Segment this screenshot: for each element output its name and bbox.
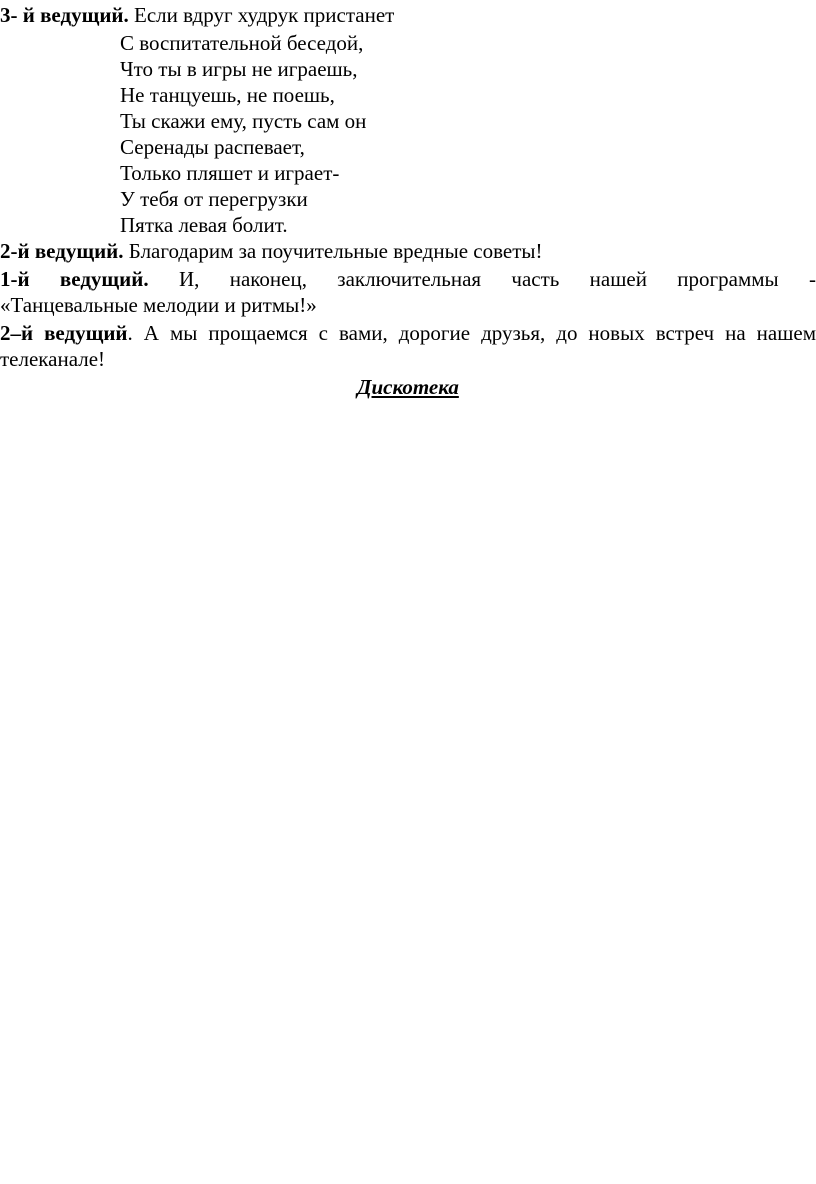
host1-line-continued: «Танцевальные мелодии и ритмы!» <box>0 293 317 317</box>
host2-thanks-text: Благодарим за поучительные вредные советы! <box>123 239 543 263</box>
verse-line: Пятка левая болит. <box>120 213 288 237</box>
verse-line: Что ты в игры не играешь, <box>120 57 358 81</box>
host3-intro-line <box>0 2 394 28</box>
section-title: Дискотека <box>357 375 459 399</box>
host2-farewell-text: . А мы прощаемся с вами, дорогие друзья, до новых встреч на нашем <box>127 321 816 345</box>
host3-speaker: 3- й ведущий. <box>0 3 129 27</box>
verse-line: С воспитательной беседой, <box>120 31 364 55</box>
host2-thanks-speaker: 2-й ведущий. <box>0 239 124 263</box>
verse-line: Не танцуешь, не поешь, <box>120 83 335 107</box>
host2-farewell-speaker: 2–й ведущий <box>0 321 128 345</box>
host3-first-line: Если вдруг худрук пристанет <box>128 3 395 27</box>
verse-line: У тебя от перегрузки <box>120 187 308 211</box>
verse-line: Только пляшет и играет- <box>120 161 340 185</box>
verse-line: Серенады распевает, <box>120 135 305 159</box>
host1-speaker: 1-й ведущий. <box>0 267 149 291</box>
host2-farewell-line <box>0 320 816 346</box>
host2-thanks-line <box>0 238 543 264</box>
verse-line: Ты скажи ему, пусть сам он <box>120 109 367 133</box>
host2-farewell-line-continued: телеканале! <box>0 347 106 371</box>
host1-line <box>0 266 816 292</box>
host1-text: И, наконец, заключительная часть нашей программы - <box>148 267 816 291</box>
